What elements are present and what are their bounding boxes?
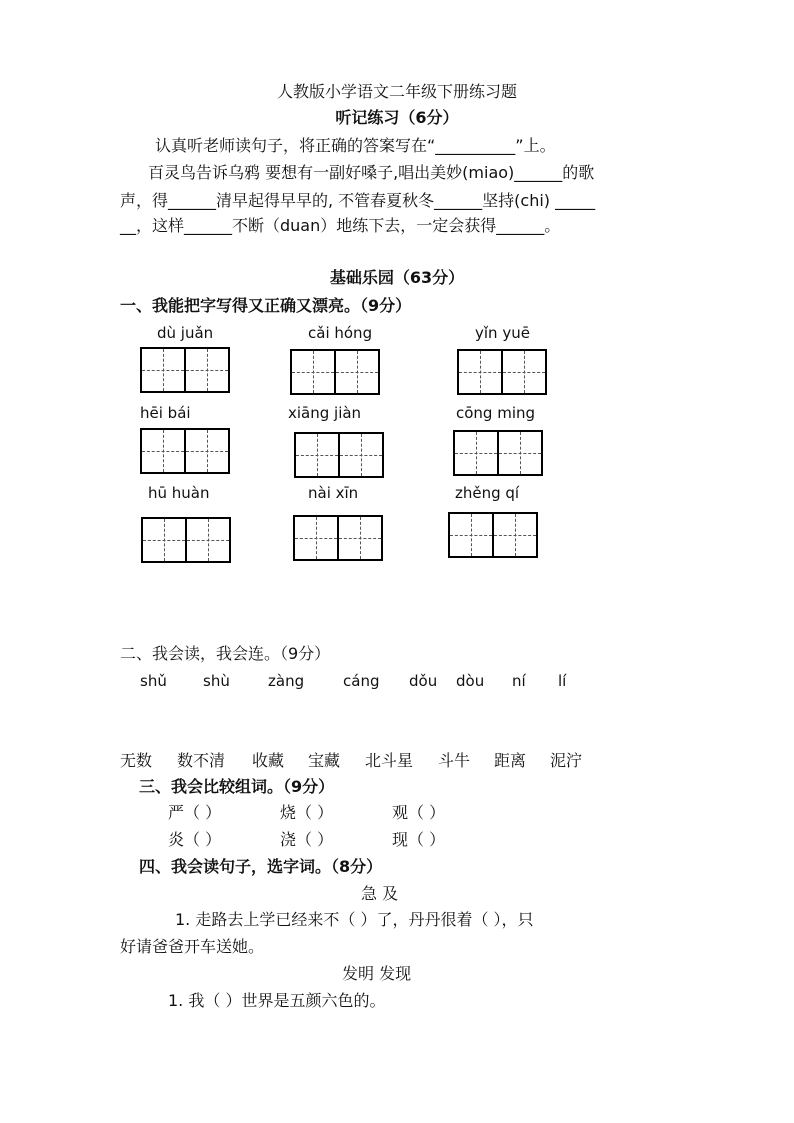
section-heading-listen: 听记练习（6分） xyxy=(335,108,459,127)
compare-item[interactable]: 炎（ ） xyxy=(168,830,222,849)
section-heading-basics: 基础乐园（63分） xyxy=(329,268,465,287)
compare-item[interactable]: 严（ ） xyxy=(168,803,222,822)
writing-grid[interactable] xyxy=(140,428,230,474)
compare-item[interactable]: 浇（ ） xyxy=(280,830,334,849)
pinyin-label: zhěng qí xyxy=(455,484,520,502)
pinyin-word: zàng xyxy=(268,672,305,690)
listen-paragraph-line-3: __，这样______不断（duan）地练下去，一定会获得______。 xyxy=(120,216,561,235)
pinyin-word: shǔ xyxy=(140,672,167,690)
writing-grid[interactable] xyxy=(294,432,384,478)
pinyin-label: cǎi hóng xyxy=(308,324,373,342)
sentence-1-line-2: 好请爸爸开车送她。 xyxy=(120,937,265,956)
pinyin-label: cōng ming xyxy=(456,404,536,422)
compare-item[interactable]: 观（ ） xyxy=(392,803,446,822)
pinyin-label: yǐn yuē xyxy=(475,324,530,342)
question-1-heading: 一、我能把字写得又正确又漂亮。（9分） xyxy=(120,296,412,315)
page-title: 人教版小学语文二年级下册练习题 xyxy=(276,82,517,101)
pinyin-label: hū huàn xyxy=(148,484,210,502)
sentence-2[interactable]: 1. 我（ ）世界是五颜六色的。 xyxy=(168,991,386,1010)
pinyin-label: nài xīn xyxy=(308,484,359,502)
compare-item[interactable]: 烧（ ） xyxy=(280,803,334,822)
pinyin-word: lí xyxy=(558,672,567,690)
pinyin-word: ní xyxy=(512,672,526,690)
word-choices: 发明 发现 xyxy=(342,964,412,983)
pinyin-label: hēi bái xyxy=(140,404,191,422)
chinese-word: 数不清 xyxy=(177,751,226,770)
chinese-word: 距离 xyxy=(494,751,527,770)
listen-paragraph-line-1: 百灵鸟告诉乌鸦 要想有一副好嗓子,唱出美妙(miao)______的歌 xyxy=(148,163,595,182)
pinyin-word: cáng xyxy=(343,672,380,690)
writing-grid[interactable] xyxy=(290,349,380,395)
writing-grid[interactable] xyxy=(457,349,547,395)
pinyin-label: xiāng jiàn xyxy=(288,404,362,422)
listen-instruction: 认真听老师读句子，将正确的答案写在“__________”上。 xyxy=(155,136,556,155)
chinese-word: 泥泞 xyxy=(550,751,583,770)
question-4-heading: 四、我会读句子，选字词。（8分） xyxy=(139,857,383,876)
pinyin-label: dù juǎn xyxy=(157,324,214,342)
chinese-word: 无数 xyxy=(120,751,153,770)
listen-paragraph-line-2: 声，得______清早起得早早的, 不管春夏秋冬______坚持(chi) _____ xyxy=(120,191,596,210)
writing-grid[interactable] xyxy=(448,512,538,558)
writing-grid[interactable] xyxy=(141,517,231,563)
writing-grid[interactable] xyxy=(140,347,230,393)
chinese-word: 收藏 xyxy=(252,751,285,770)
word-choices: 急 及 xyxy=(361,884,399,903)
question-3-heading: 三、我会比较组词。（9分） xyxy=(139,777,335,796)
chinese-word: 北斗星 xyxy=(365,751,414,770)
chinese-word: 斗牛 xyxy=(438,751,471,770)
chinese-word: 宝藏 xyxy=(308,751,341,770)
question-2-heading: 二、我会读，我会连。（9分） xyxy=(120,644,331,663)
sentence-1-line-1[interactable]: 1. 走路去上学已经来不（ ）了，丹丹很着（ ），只 xyxy=(175,910,534,929)
pinyin-word: dòu xyxy=(456,672,485,690)
writing-grid[interactable] xyxy=(293,515,383,561)
pinyin-word: shù xyxy=(203,672,230,690)
compare-item[interactable]: 现（ ） xyxy=(392,830,446,849)
writing-grid[interactable] xyxy=(453,430,543,476)
pinyin-word: dǒu xyxy=(409,672,438,690)
